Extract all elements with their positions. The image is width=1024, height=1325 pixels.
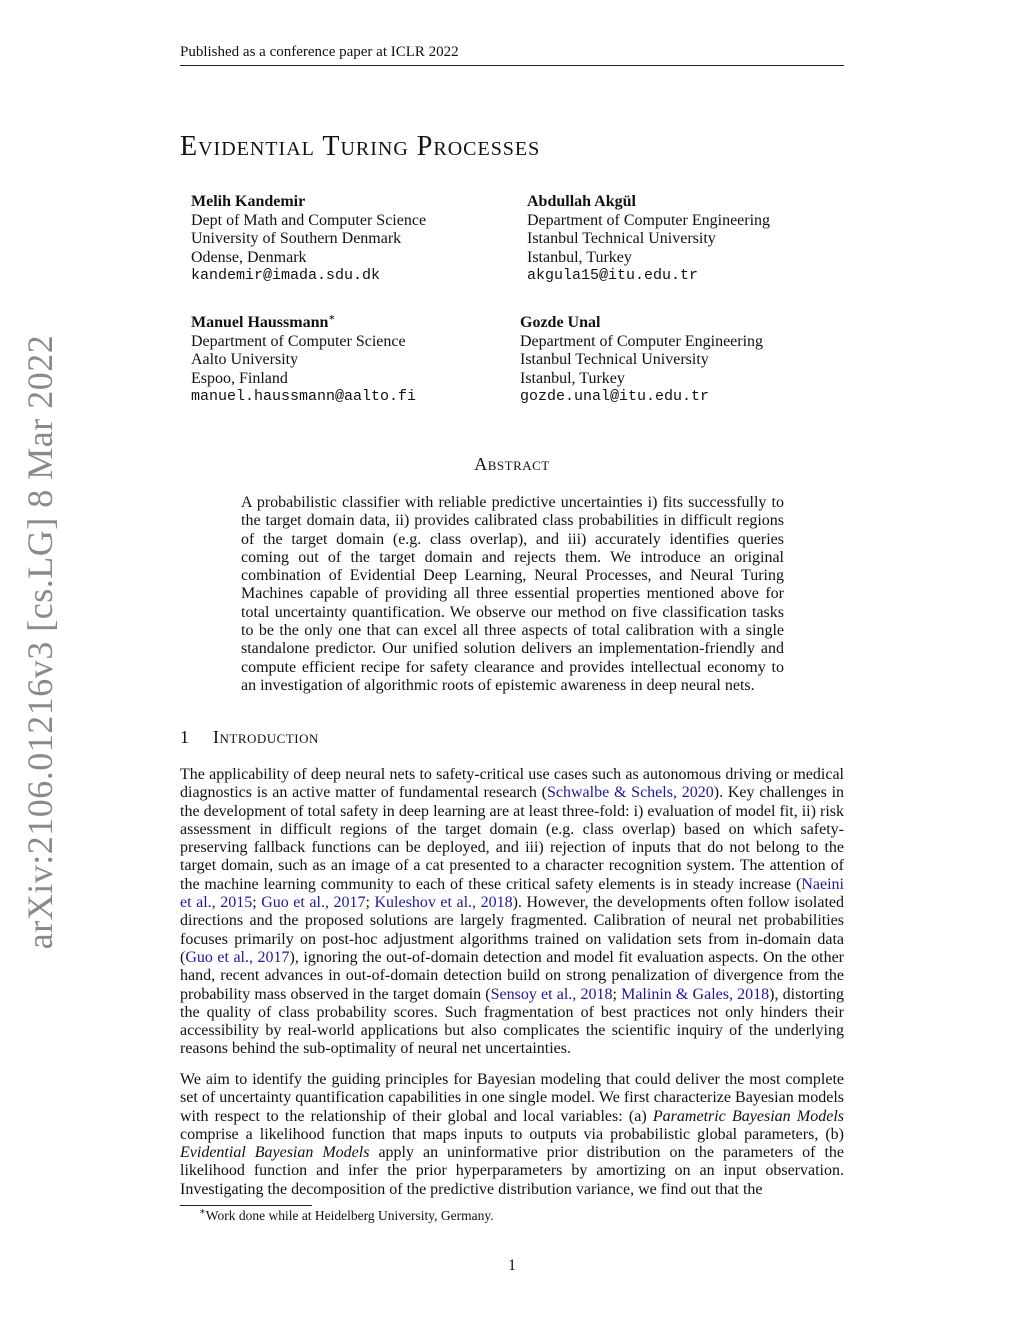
author-location: Espoo, Finland — [191, 369, 288, 387]
author-location: Odense, Denmark — [191, 248, 307, 266]
author-dept: Dept of Math and Computer Science — [191, 211, 427, 229]
paper-title: Evidential Turing Processes — [180, 131, 541, 162]
author-name-text: Manuel Haussmann — [191, 314, 329, 331]
footnote — [199, 1208, 494, 1224]
author-email[interactable]: gozde.unal@itu.edu.tr — [520, 388, 710, 405]
author-email[interactable]: akgula15@itu.edu.tr — [527, 267, 699, 284]
text-run: apply an uninformative prior distribution on the parameters of the likelihood function and infer the prior hyperparameters by amortizing on an input observation. Investigating the decomposition of the predictive distribution variance, we find out that the — [180, 1144, 844, 1198]
page-number: 1 — [508, 1257, 516, 1274]
author-dept: Department of Computer Engineering — [527, 211, 771, 229]
author-email[interactable]: kandemir@imada.sdu.dk — [191, 267, 381, 284]
section-number: 1 — [180, 727, 190, 747]
author-affiliation: University of Southern Denmark — [191, 230, 402, 247]
author-block — [191, 314, 416, 407]
footnote-text: Work done while at Heidelberg University, Germany. — [205, 1208, 494, 1223]
header-rule — [180, 65, 844, 66]
author-affiliation: Aalto University — [191, 351, 299, 368]
author-dept: Department of Computer Engineering — [520, 332, 764, 350]
emphasis-term: Parametric Bayesian Models — [652, 1107, 845, 1125]
author-name — [191, 314, 416, 333]
footnote-marker: ∗ — [328, 312, 336, 324]
author-name: Melih Kandemir — [191, 193, 306, 210]
citation-link[interactable]: Kuleshov et al., 2018 — [374, 894, 513, 912]
text-run: ), ignoring the out-of-domain detection and model fit evaluation aspects. On the other hand, recent advances in out-of-domain detection build on strong penalization of divergence from the probability mass observed in the target domain ( — [180, 948, 844, 1003]
abstract-heading: Abstract — [474, 454, 550, 474]
text-run: The applicability of deep neural nets to safety-critical use cases such as autonomous driving or medical diagnostics is an active matter of fundamental research ( — [180, 766, 844, 802]
text-run: ). Key challenges in the development of total safety in deep learning are at least three-fold: i) evaluation of model fit, ii) risk assessment in difficult regions of the target domain (e.g. class overlap) based on which safety-preserving fallback functions can be deployed, and iii) rejection of inputs that do not belong to the target domain, such as an image of a cat presented to a character recognition system. The attention of the machine learning community to each of these critical safety elements is in steady increase ( — [180, 784, 845, 893]
footnote-marker: ∗ — [199, 1206, 206, 1218]
author-affiliation: Istanbul Technical University — [520, 351, 709, 368]
text-run: comprise a likelihood function that maps inputs to outputs via probabilistic global parameters, (b) — [180, 1125, 844, 1143]
text-run: ; — [612, 985, 622, 1003]
author-location: Istanbul, Turkey — [527, 248, 632, 266]
author-email[interactable]: manuel.haussmann@aalto.fi — [191, 388, 417, 405]
text-run: ), distorting the quality of class probability scores. Such fragmentation of best practices not only hinders their accessibility by real-world applications but also complicates the scientific inquiry of the underlying reasons behind the sub-optimality of neural net uncertainties. — [180, 985, 844, 1058]
author-name: Gozde Unal — [520, 314, 601, 331]
text-run: ). However, the developments often follow isolated directions and the proposed solutions are largely fragmented. Calibration of neural net probabilities focuses primarily on post-hoc adjustment algorithms trained on validation sets from in-domain data ( — [180, 894, 845, 966]
citation-link[interactable]: Naeini et al., 2015 — [180, 875, 844, 912]
intro-paragraph-1 — [180, 766, 844, 1059]
emphasis-term: Evidential Bayesian Models — [180, 1144, 370, 1162]
citation-link[interactable]: Sensoy et al., 2018 — [490, 985, 613, 1003]
text-run: ; — [252, 894, 262, 912]
intro-paragraph-2 — [180, 1071, 844, 1199]
section-heading — [180, 727, 319, 748]
running-head: Published as a conference paper at ICLR 2022 — [180, 44, 459, 60]
author-name: Abdullah Akgül — [527, 193, 636, 210]
arxiv-identifier: arXiv:2106.01216v3 [cs.LG] 8 Mar 2022 — [20, 334, 60, 950]
text-run: We aim to identify the guiding principles for Bayesian modeling that could deliver the most complete set of uncertainty quantification capabilities in one single model. We first characterize Bayesian models with respect to the relationship of their global and local variables: (a) — [180, 1071, 844, 1125]
text-run: ; — [365, 894, 375, 912]
abstract-body: A probabilistic classifier with reliable predictive uncertainties i) fits successfully to the target domain data, ii) provides calibrated class probabilities in difficult regions of the target domain (e.g. class overlap), and iii) accurately identifies queries coming out of the target domain and rejects them. We introduce an original combination of Evidential Deep Learning, Neural Processes, and Neural Turing Machines capable of providing all three essential properties mentioned above for total uncertainty quantification. We observe our method on five classification tasks to be the only one that can excel all three aspects of total calibration with a single standalone predictor. Our unified solution delivers an implementation-friendly and compute efficient recipe for safety clearance and provides intellectual economy to an investigation of algorithmic roots of epistemic awareness in deep neural nets. — [241, 494, 784, 694]
author-block — [527, 193, 770, 286]
author-dept: Department of Computer Science — [191, 332, 406, 350]
author-affiliation: Istanbul Technical University — [527, 230, 716, 247]
author-block — [520, 314, 763, 407]
author-block — [191, 193, 426, 286]
section-title: Introduction — [213, 727, 319, 747]
author-location: Istanbul, Turkey — [520, 369, 625, 387]
citation-link[interactable]: Guo et al., 2017 — [261, 894, 366, 912]
citation-link[interactable]: Malinin & Gales, 2018 — [621, 985, 770, 1003]
citation-link[interactable]: Guo et al., 2017 — [185, 948, 290, 966]
citation-link[interactable]: Schwalbe & Schels, 2020 — [546, 784, 714, 802]
